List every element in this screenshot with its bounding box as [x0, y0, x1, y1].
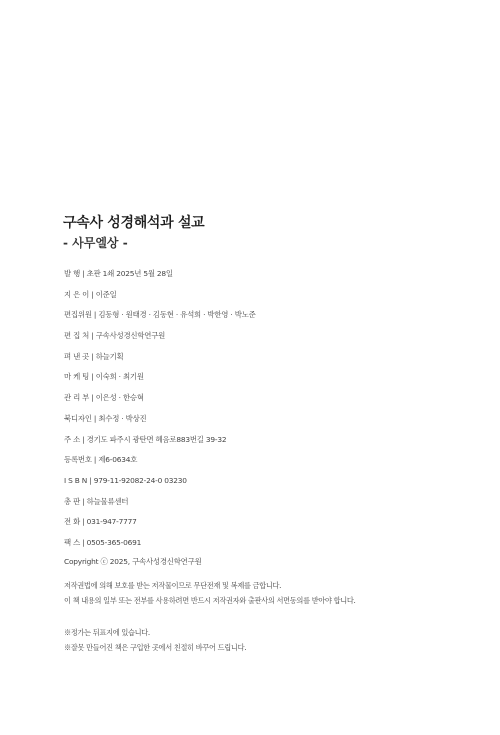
colophon-value: 최수정 · 박상진: [98, 413, 147, 423]
colophon-value: 0505-365-0691: [86, 537, 142, 547]
colophon-row-isbn: [64, 475, 256, 496]
colophon-value: 하늘물류센터: [86, 496, 129, 506]
book-title: 구속사 성경해석과 설교: [63, 215, 205, 231]
colophon-label: 지 은 이 |: [64, 289, 96, 299]
exchange-note: ※잘못 만들어진 책은 구입한 곳에서 친절히 바꾸어 드립니다.: [64, 643, 247, 652]
notice-line: 이 책 내용의 일부 또는 전부를 사용하려면 반드시 저작권자와 출판사의 서면동의를 받아야 합니다.: [64, 596, 356, 605]
price-note: ※정가는 뒤표지에 있습니다.: [64, 628, 150, 637]
colophon-row-address: [64, 434, 256, 455]
footer-notes: [64, 627, 246, 657]
colophon-value: 제6-0634호: [98, 455, 138, 465]
colophon-label: 편 집 처 |: [64, 331, 96, 341]
colophon-value: 979-11-92082-24-0 03230: [93, 475, 187, 485]
copyright-line: Copyright ⓒ 2025, 구속사성경신학연구원: [64, 557, 202, 566]
colophon-value: 하늘기획: [95, 351, 124, 361]
colophon-label: 전 화 |: [64, 517, 87, 527]
copyright-notice: [64, 580, 356, 610]
colophon-label: 발 행 |: [64, 269, 87, 278]
colophon-row-publish-date: [64, 268, 256, 289]
colophon-row-book-design: [64, 413, 256, 434]
colophon-row-registration: [64, 454, 256, 475]
colophon-row-author: [64, 289, 256, 310]
colophon-value: 경기도 파주시 광탄면 혜음로883번길 39-32: [86, 434, 227, 444]
colophon-label: 관 리 부 |: [64, 393, 96, 403]
colophon-label: 총 판 |: [64, 496, 87, 506]
book-subtitle: - 사무엘상 -: [63, 236, 128, 250]
colophon-row-distributor: [64, 496, 256, 517]
colophon-label: 팩 스 |: [64, 537, 87, 547]
colophon-row-publisher: [64, 351, 256, 372]
colophon-value: 031-947-7777: [86, 517, 137, 527]
colophon-row-phone: [64, 516, 256, 537]
colophon-label: 북디자인 |: [64, 413, 99, 423]
colophon-label: 편집위원 |: [64, 310, 99, 320]
colophon-label: I S B N |: [64, 475, 94, 485]
colophon-row-editorial-office: [64, 330, 256, 351]
colophon-label: 펴 낸 곳 |: [64, 351, 96, 361]
notice-line: 저작권법에 의해 보호를 받는 저작물이므로 무단전재 및 복제를 금합니다.: [64, 581, 282, 590]
colophon-value: 초판 1쇄 2025년 5월 28일: [86, 269, 173, 278]
colophon-label: 마 케 팅 |: [64, 372, 96, 382]
colophon-row-fax: [64, 537, 256, 558]
colophon-label: 주 소 |: [64, 434, 87, 444]
colophon-value: 이은성 · 한승혁: [95, 393, 144, 403]
colophon-row-management: [64, 392, 256, 413]
colophon-row-editors: [64, 309, 256, 330]
colophon-value: 김동형 · 원태경 · 김동현 · 유석희 · 박한영 · 박노준: [98, 310, 256, 320]
colophon-value: 이숙희 · 최기원: [95, 372, 144, 382]
colophon-value: 구속사성경신학연구원: [95, 331, 166, 341]
colophon-row-marketing: [64, 371, 256, 392]
colophon-value: 이준일: [95, 289, 117, 299]
colophon-label: 등록번호 |: [64, 455, 99, 465]
colophon-info: [64, 268, 256, 558]
